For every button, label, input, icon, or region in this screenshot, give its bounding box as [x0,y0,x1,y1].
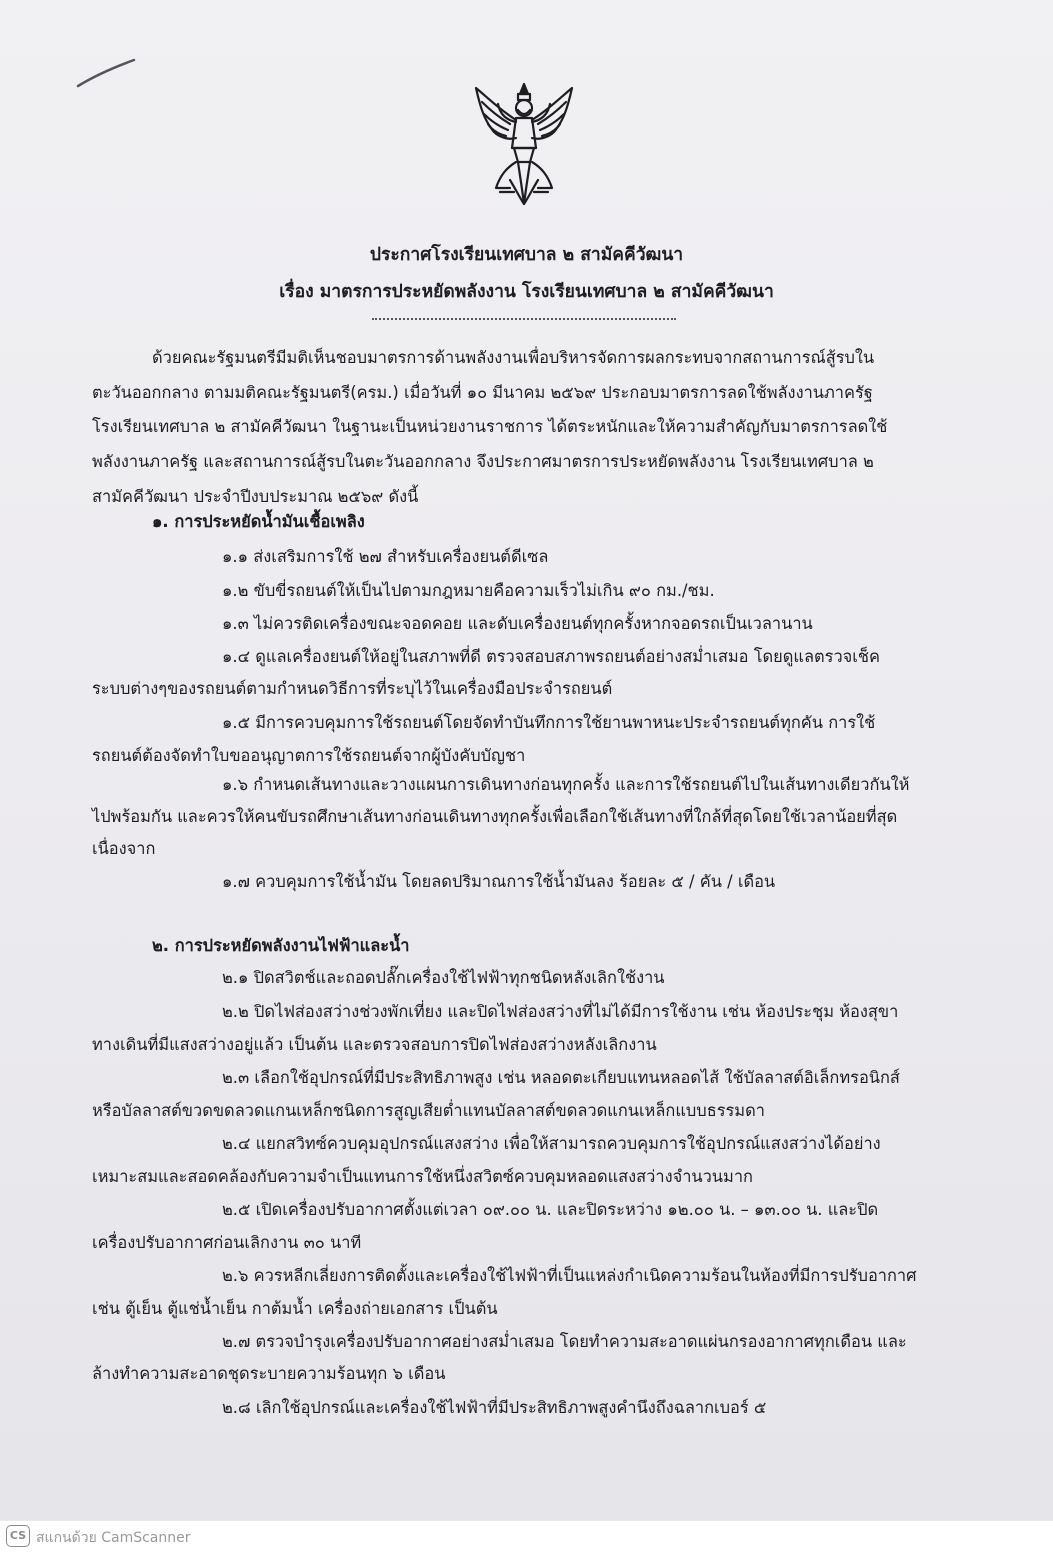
announcement-title: ประกาศโรงเรียนเทศบาล ๒ สามัคคีวัฒนา [369,245,684,265]
section-1-item: ๑.๓ ไม่ควรติดเครื่องขณะจอดคอย และดับเครื่องยนต์ทุกครั้งหากจอดรถเป็นเวลานาน [222,614,813,633]
section-2-item: ๒.๓ เลือกใช้อุปกรณ์ที่มีประสิทธิภาพสูง เช่น หลอดตะเกียบแทนหลอดไส้ ใช้บัลลาสต์อิเล็กทรอนิกส์ [222,1068,900,1087]
pen-stroke-mark [76,58,136,88]
section-2-item: ๒.๔ แยกสวิทซ์ควบคุมอุปกรณ์แสงสว่าง เพื่อให้สามารถควบคุมการใช้อุปกรณ์แสงสว่างได้อย่าง [222,1134,881,1153]
section-2-item: ๒.๗ ตรวจบำรุงเครื่องปรับอากาศอย่างสม่ำเสมอ โดยทำความสะอาดแผ่นกรองอากาศทุกเดือน และ [222,1332,907,1351]
section-2-item: ๒.๖ ควรหลีกเลี่ยงการติดตั้งและเครื่องใช้ไฟฟ้าที่เป็นแหล่งกำเนิดความร้อนในห้องที่มีการปรับอากาศ [222,1266,917,1285]
section-1-item: ๑.๔ ดูแลเครื่องยนต์ให้อยู่ในสภาพที่ดี ตรวจสอบสภาพรถยนต์อย่างสม่ำเสมอ โดยดูแลตรวจเช็ค [222,647,880,666]
section-2-item: ๒.๑ ปิดสวิตช์และถอดปลั๊กเครื่องใช้ไฟฟ้าทุกชนิดหลังเลิกใช้งาน [222,968,665,987]
section-2-item: ๒.๕ เปิดเครื่องปรับอากาศตั้งแต่เวลา ๐๙.๐๐ น. และปิดระหว่าง ๑๒.๐๐ น. – ๑๓.๐๐ น. และปิด [222,1200,879,1219]
intro-line: ด้วยคณะรัฐมนตรีมีมติเห็นชอบมาตรการด้านพลังงานเพื่อบริหารจัดการผลกระทบจากสถานการณ์สู้รบใน [152,348,875,367]
section-1-item: ๑.๖ กำหนดเส้นทางและวางแผนการเดินทางก่อนทุกครั้ง และการใช้รถยนต์ไปในเส้นทางเดียวกันให้ [222,775,910,794]
section-2-item: ๒.๘ เลิกใช้อุปกรณ์และเครื่องใช้ไฟฟ้าที่มีประสิทธิภาพสูงคำนึงถึงฉลากเบอร์ ๕ [222,1398,767,1417]
section-2-item: ๒.๒ ปิดไฟส่องสว่างช่วงพักเที่ยง และปิดไฟส่องสว่างที่ไม่ได้มีการใช้งาน เช่น ห้องประชุม ห้องสุขา [222,1002,899,1021]
section-1-item: ๑.๗ ควบคุมการใช้น้ำมัน โดยลดปริมาณการใช้น้ำมันลง ร้อยละ ๕ / คัน / เดือน [222,872,776,891]
section-2-item-cont: หรือบัลลาสต์ขวดขดลวดแกนเหล็กชนิดการสูญเสียต่ำแทนบัลลาสต์ขดลวดแกนเหล็กแบบธรรมดา [92,1101,765,1120]
section-1-item: ๑.๒ ขับขี่รถยนต์ให้เป็นไปตามกฎหมายคือความเร็วไม่เกิน ๙๐ กม./ชม. [222,581,715,600]
garuda-emblem-icon [470,80,578,208]
section-2-item-cont: เครื่องปรับอากาศก่อนเลิกงาน ๓๐ นาที [92,1233,362,1252]
section-1-item-cont: ไปพร้อมกัน และควรให้คนขับรถศึกษาเส้นทางก่อนเดินทางทุกครั้งเพื่อเลือกใช้เส้นทางที่ใกล้ที่สุดโดยใช้เวลาน้อยที่สุด [92,807,898,826]
section-1-title: ๑. การประหยัดน้ำมันเชื้อเพลิง [152,512,365,531]
section-2-item-cont: ทางเดินที่มีแสงสว่างอยู่แล้ว เป็นต้น และตรวจสอบการปิดไฟส่องสว่างหลังเลิกงาน [92,1035,657,1054]
section-2-item-cont: ล้างทำความสะอาดชุดระบายความร้อนทุก ๖ เดือน [92,1364,446,1383]
intro-line: พลังงานภาครัฐ และสถานการณ์สู้รบในตะวันออกกลาง จึงประกาศมาตรการประหยัดพลังงาน โรงเรียนเทศบาล ๒ [92,452,874,471]
intro-line: โรงเรียนเทศบาล ๒ สามัคคีวัฒนา ในฐานะเป็นหน่วยงานราชการ ได้ตระหนักและให้ความสำคัญกับมาตรการลดใช้ [92,417,888,436]
section-1-item-cont: เนื่องจาก [92,839,156,858]
section-1-item-cont: ระบบต่างๆของรถยนต์ตามกำหนดวิธีการที่ระบุไว้ในเครื่องมือประจำรถยนต์ [92,679,613,698]
section-1-item: ๑.๕ มีการควบคุมการใช้รถยนต์โดยจัดทำบันทึกการใช้ยานพาหนะประจำรถยนต์ทุกคัน การใช้ [222,713,876,732]
scanner-watermark-text: สแกนด้วย CamScanner [36,1530,191,1546]
announcement-subject: เรื่อง มาตรการประหยัดพลังงาน โรงเรียนเทศบาล ๒ สามัคคีวัฒนา [279,282,774,302]
section-2-item-cont: เช่น ตู้เย็น ตู้แช่น้ำเย็น กาต้มน้ำ เครื่องถ่ายเอกสาร เป็นต้น [92,1299,498,1318]
section-2-title: ๒. การประหยัดพลังงานไฟฟ้าและน้ำ [152,936,410,955]
section-1-item: ๑.๑ ส่งเสริมการใช้ ๒๗ สำหรับเครื่องยนต์ดีเซล [222,547,549,566]
intro-line: ตะวันออกกลาง ตามมติคณะรัฐมนตรี(ครม.) เมื่อวันที่ ๑๐ มีนาคม ๒๕๖๙ ประกอบมาตรการลดใช้พลังงานภาครัฐ [92,383,873,402]
scanner-footer [0,1521,1053,1555]
camscanner-icon: CS [6,1525,30,1547]
dotted-divider [372,318,676,320]
section-2-item-cont: เหมาะสมและสอดคล้องกับความจำเป็นแทนการใช้หนึ่งสวิตซ์ควบคุมหลอดแสงสว่างจำนวนมาก [92,1167,753,1186]
intro-line: สามัคคีวัฒนา ประจำปีงบประมาณ ๒๕๖๙ ดังนี้ [92,487,419,506]
section-1-item-cont: รถยนต์ต้องจัดทำใบขออนุญาตการใช้รถยนต์จากผู้บังคับบัญชา [92,746,526,765]
